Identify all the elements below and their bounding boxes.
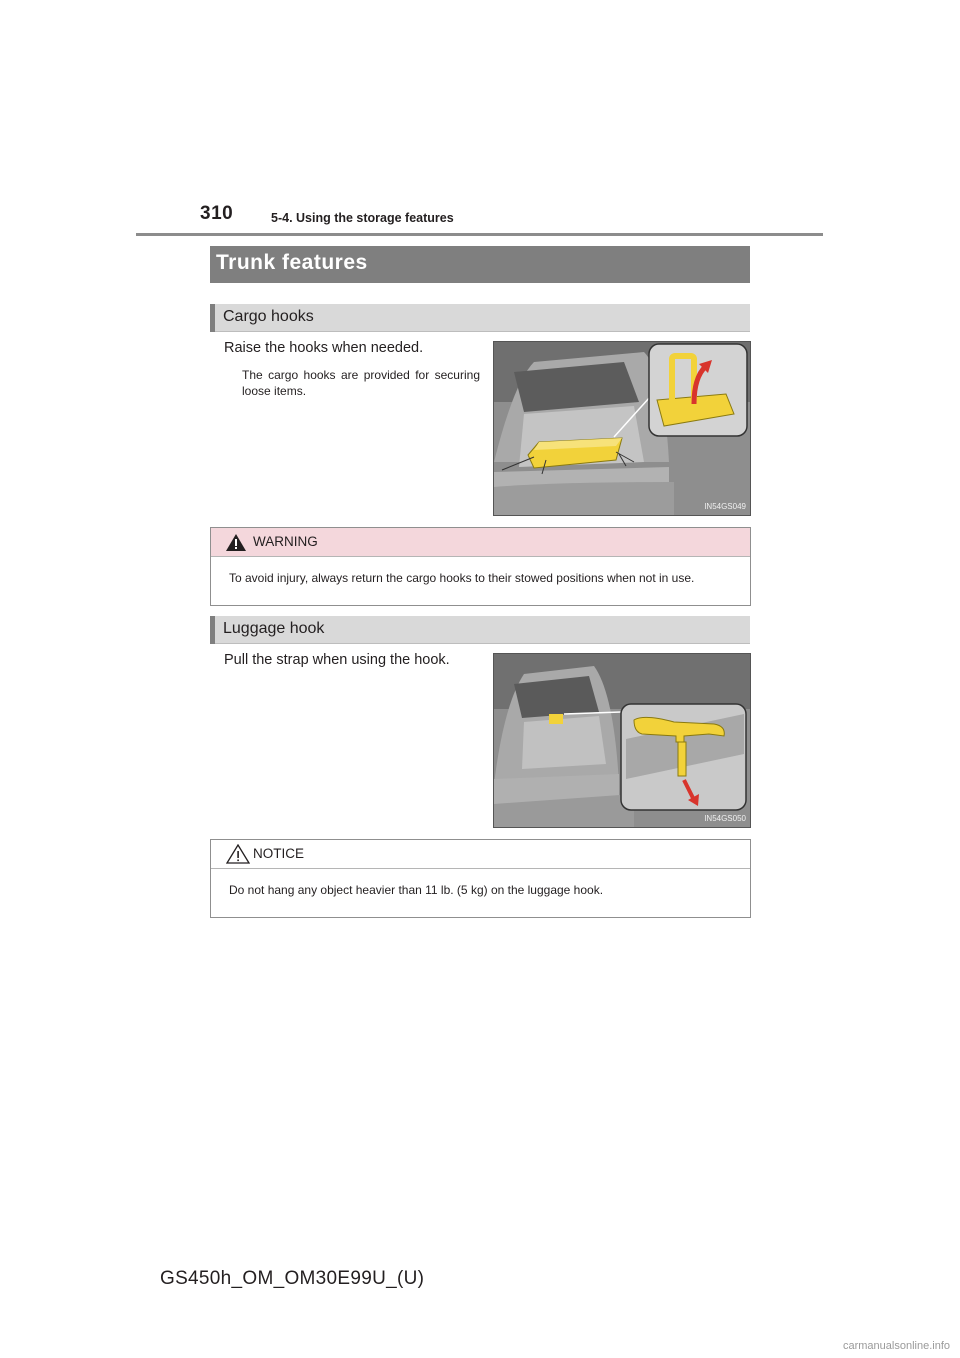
- cargo-hooks-instruction: Raise the hooks when needed.: [224, 340, 424, 356]
- page-number: 310: [200, 203, 234, 224]
- notice-label: NOTICE: [253, 846, 305, 861]
- figure-code: IN54GS049: [704, 502, 746, 511]
- watermark: carmanualsonline.info: [842, 1340, 950, 1352]
- warning-box: [210, 527, 751, 606]
- page-title: Trunk features: [216, 251, 368, 274]
- header-rule: [136, 233, 823, 236]
- warning-header: [211, 528, 750, 557]
- document-id: GS450h_OM_OM30E99U_(U): [160, 1268, 425, 1289]
- luggage-hook-heading-bar: [210, 616, 750, 644]
- notice-header: [211, 840, 750, 869]
- page-title-bar: [210, 246, 750, 283]
- warning-label: WARNING: [253, 534, 318, 549]
- section-label: 5-4. Using the storage features: [271, 211, 454, 225]
- cargo-hooks-figure: [493, 341, 751, 516]
- notice-text: Do not hang any object heavier than 11 lb. (5 kg) on the luggage hook.: [229, 883, 604, 897]
- cargo-hooks-heading-bar: [210, 304, 750, 332]
- notice-triangle-icon: [226, 844, 250, 864]
- luggage-hook-figure: [493, 653, 751, 828]
- luggage-hook-heading: Luggage hook: [223, 620, 325, 637]
- figure-code: IN54GS050: [704, 814, 746, 823]
- warning-triangle-icon: [226, 534, 246, 551]
- warning-text: To avoid injury, always return the cargo hooks to their stowed positions when not in use.: [229, 571, 695, 585]
- luggage-hook-instruction: Pull the strap when using the hook.: [224, 652, 450, 668]
- cargo-hooks-note: The cargo hooks are provided for securing loose items.: [242, 368, 480, 398]
- cargo-hooks-heading: Cargo hooks: [223, 308, 314, 325]
- notice-box: [210, 839, 751, 918]
